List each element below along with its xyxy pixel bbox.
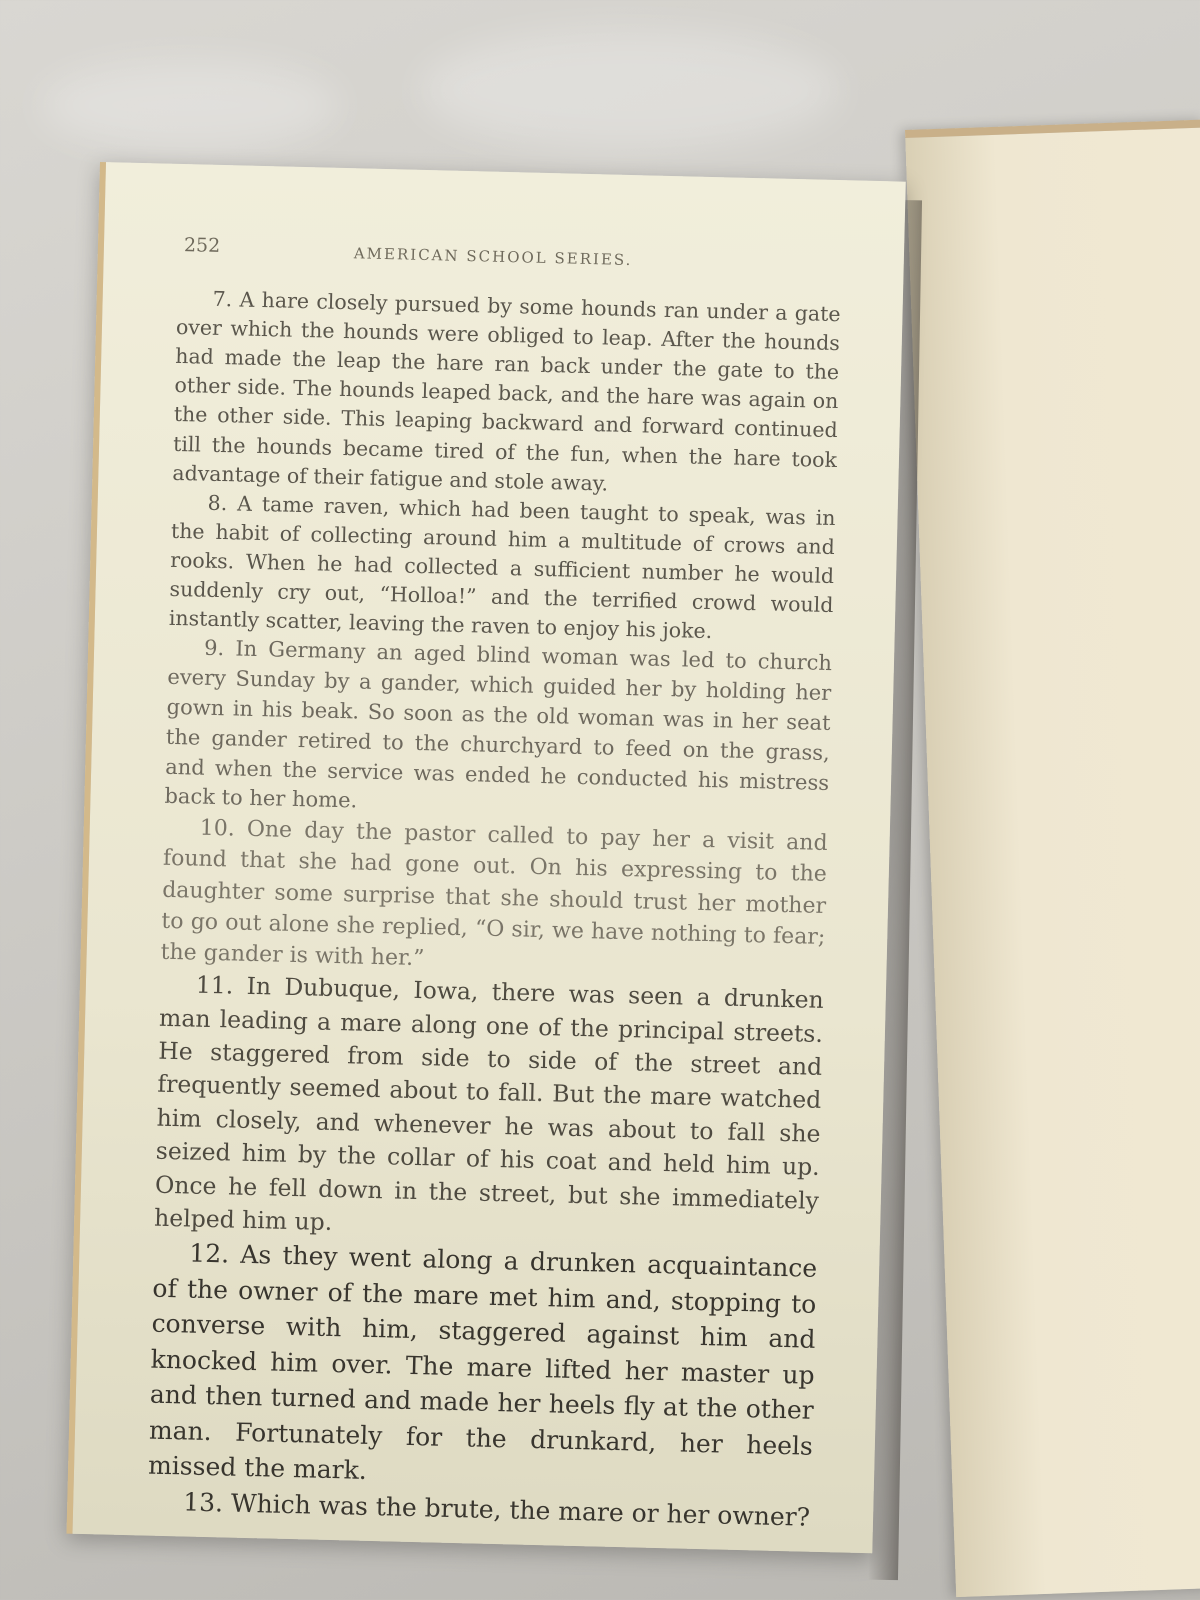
running-head xyxy=(183,234,864,291)
page-text xyxy=(147,284,841,1535)
paragraph-7: 7. A hare closely pursued by some hounds ran under a gate over which the hounds were obliged to leap. After the hounds had made the leap the hare ran back under the gate to the other side. The hounds leaped back, and the hare was again on the other side. This leaping backward and forward continued till the hounds became tired of the fun, when the hare took advantage of their fatigue and stole away. xyxy=(172,286,841,496)
paragraph-12: 12. As they went along a drunken acquaintance of the owner of the mare met him and, stopping to converse with him, staggered against him and knocked him over. The mare lifted her master up and then turned and made her heels fly at the other man. Fortunately for the drunkard, her heels missed the mark. xyxy=(147,1238,818,1486)
paragraph-10: 10. One day the pastor called to pay her a visit and found that she had gone out. On his expressing to the daughter some surprise that she should trust her mother to go out alone she replied, “O sir, we have nothing to fear; the gander is with her.” xyxy=(160,815,828,972)
paragraph-8: 8. A tame raven, which had been taught to speak, was in the habit of collecting around him a multitude of crows and rooks. When he had collected a sufficient number he would suddenly cry out, “Holloa!” and the terrified crowd would instantly scatter, leaving the raven to enjoy his joke. xyxy=(168,490,836,644)
facing-page xyxy=(905,120,1200,1598)
paragraph-9: 9. In Germany an aged blind woman was led to church every Sunday by a gander, which guided her by holding her gown in his beak. So soon as the old woman was in her seat the gander retired to the churchyard to feed on the grass, and when the service was ended he conducted his mistress back to her home. xyxy=(164,636,833,813)
book-page xyxy=(66,162,905,1553)
paragraph-13: 13. Which was the brute, the mare or her owner? xyxy=(182,1487,811,1532)
page-number: 252 xyxy=(183,234,221,257)
cloth-highlight xyxy=(40,60,340,150)
paragraph-11: 11. In Dubuque, Iowa, there was seen a drunken man leading a mare along one of the principal streets. He staggered from side to side of the street and frequently seemed about to fall. But the mare watched him closely, and whenever he was about to fall she seized him by the collar of his coat and held him up. Once he fell down in the street, but she immediately helped him up. xyxy=(153,970,825,1236)
series-title: AMERICAN SCHOOL SERIES. xyxy=(353,244,633,270)
cloth-highlight xyxy=(420,30,840,150)
